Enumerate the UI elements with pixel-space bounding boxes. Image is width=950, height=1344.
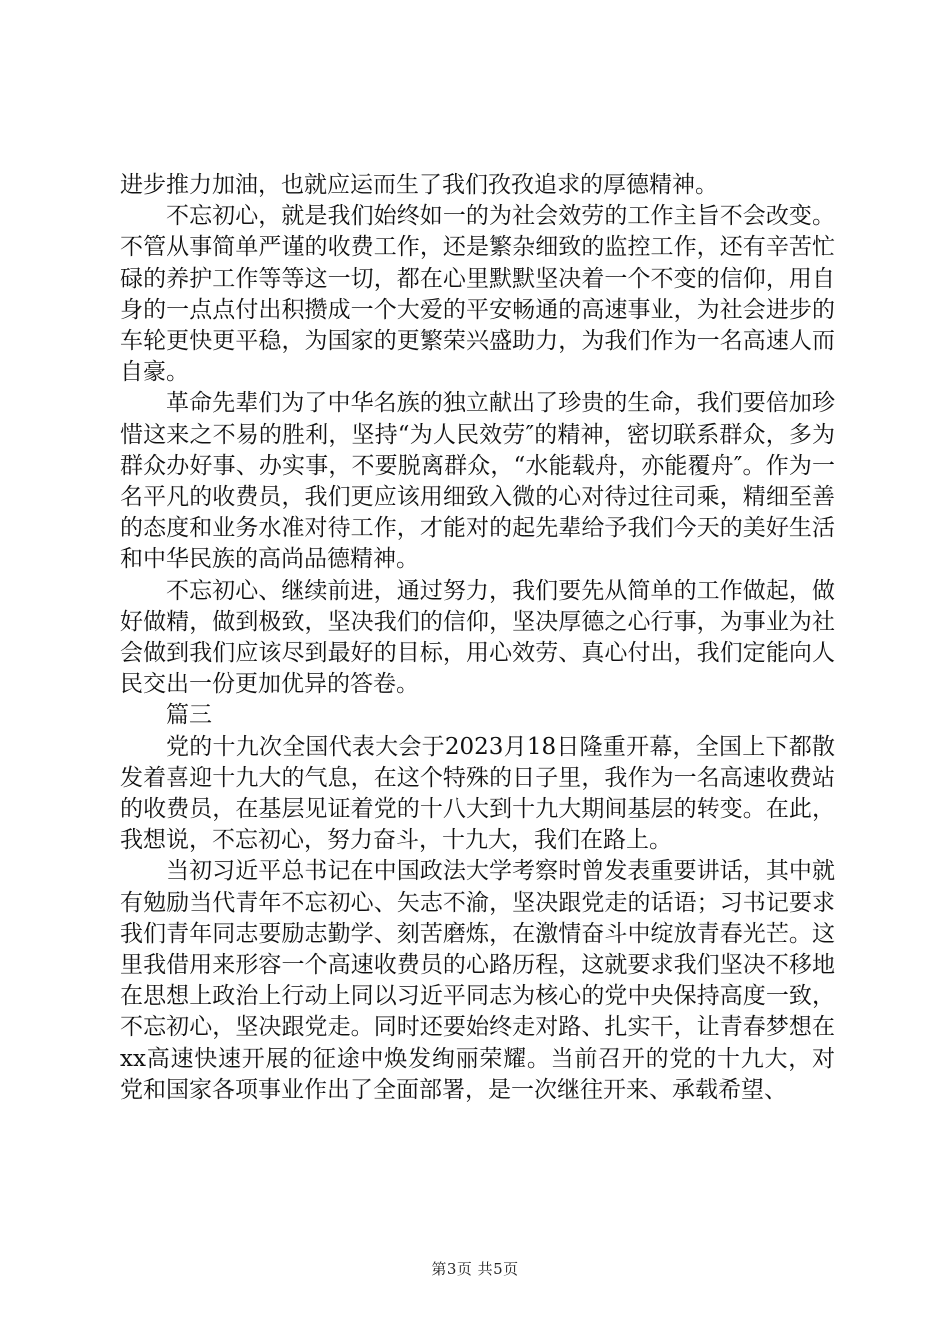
paragraph: 当初习近平总书记在中国政法大学考察时曾发表重要讲话，其中就有勉励当代青年不忘初心、矢志不渝，坚决跟党走的话语；习书记要求我们青年同志要励志勤学、刻苦磨炼，在激情奋斗中绽放青春光芒。这里我借用来形容一个高速收费员的心路历程，这就要求我们坚决不移地在思想上政治上行动上同以习近平同志为核心的党中央保持高度一致，不忘初心，坚决跟党走。同时还要始终走对路、扎实干，让青春梦想在xx高速快速开展的征途中焕发绚丽荣耀。当前召开的党的十九大，对党和国家各项事业作出了全面部署，是一次继往开来、承载希望、 (120, 858, 835, 1103)
section-heading: 篇三 (166, 702, 212, 729)
page-number-footer: 第3页 共5页 (431, 1260, 519, 1278)
paragraph: 不忘初心，就是我们始终如一的为社会效劳的工作主旨不会改变。不管从事简单严谨的收费工作，还是繁杂细致的监控工作，还有辛苦忙碌的养护工作等等这一切，都在心里默默坚决着一个不变的信仰，用自身的一点点付出积攒成一个大爱的平安畅通的高速事业，为社会进步的车轮更快更平稳，为国家的更繁荣兴盛助力，为我们作为一名高速人而自豪。 (120, 203, 835, 386)
paragraph: 革命先辈们为了中华名族的独立献出了珍贵的生命，我们要倍加珍惜这来之不易的胜利，坚持“为人民效劳″的精神，密切联系群众，多为群众办好事、办实事，不要脱离群众，“水能载舟，亦能覆舟″。作为一名平凡的收费员，我们更应该用细致入微的心对待过往司乘，精细至善的态度和业务水准对待工作，才能对的起先辈给予我们今天的美好生活和中华民族的高尚品德精神。 (120, 390, 835, 573)
paragraph-continuation: 进步推力加油，也就应运而生了我们孜孜追求的厚德精神。 (120, 172, 718, 198)
document-body (120, 170, 835, 1106)
paragraph: 不忘初心、继续前进，通过努力，我们要先从简单的工作做起，做好做精，做到极致，坚决我们的信仰，坚决厚德之心行事，为事业为社会做到我们应该尽到最好的目标，用心效劳、真心付出，我们定能向人民交出一份更加优异的答卷。 (120, 577, 835, 698)
paragraph: 党的十九次全国代表大会于2023月18日隆重开幕，全国上下都散发着喜迎十九大的气息，在这个特殊的日子里，我作为一名高速收费站的收费员，在基层见证着党的十八大到十九大期间基层的转变。在此，我想说，不忘初心，努力奋斗，十九大，我们在路上。 (120, 733, 835, 854)
